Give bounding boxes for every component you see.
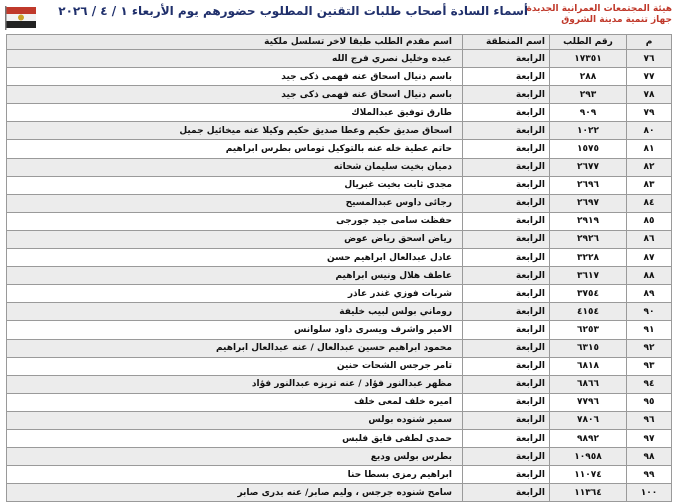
- row-number-cell: ٨٠: [627, 122, 672, 140]
- row-number-cell: ٩٤: [627, 375, 672, 393]
- area-cell: الرابعة: [463, 321, 550, 339]
- row-number-cell: ١٠٠: [627, 484, 672, 502]
- row-number-cell: ٨٢: [627, 158, 672, 176]
- area-cell: الرابعة: [463, 466, 550, 484]
- row-number-cell: ٩٦: [627, 411, 672, 429]
- table-header-row: [7, 35, 672, 50]
- applicant-name-cell: الامير واشرف ويسرى داود سلوانس: [7, 321, 463, 339]
- table-row: [7, 86, 672, 104]
- applicant-name-cell: شربات فوزي غندر عاذر: [7, 285, 463, 303]
- applicant-name-cell: عاطف هلال ونيس ابراهيم: [7, 267, 463, 285]
- request-number-cell: ٧٧٩٦: [550, 393, 627, 411]
- area-cell: الرابعة: [463, 212, 550, 230]
- row-number-cell: ٧٧: [627, 68, 672, 86]
- request-number-cell: ١٧٣٥١: [550, 50, 627, 68]
- row-number-cell: ٩٣: [627, 357, 672, 375]
- applicant-name-cell: باسم دنيال اسحاق عنه فهمى ذكى جيد: [7, 86, 463, 104]
- request-number-cell: ٣٧٥٤: [550, 285, 627, 303]
- area-cell: الرابعة: [463, 194, 550, 212]
- request-number-cell: ٤١٥٤: [550, 303, 627, 321]
- applicant-name-cell: دميان بخيت سليمان شحاته: [7, 158, 463, 176]
- applicant-name-cell: حمدى لطفى فايق فلبس: [7, 429, 463, 447]
- area-cell: الرابعة: [463, 339, 550, 357]
- request-number-cell: ٧٨٠٦: [550, 411, 627, 429]
- area-cell: الرابعة: [463, 158, 550, 176]
- table-row: [7, 357, 672, 375]
- row-number-cell: ٩٧: [627, 429, 672, 447]
- request-number-cell: ٢٦٩٧: [550, 194, 627, 212]
- row-number-cell: ٨٥: [627, 212, 672, 230]
- area-cell: الرابعة: [463, 375, 550, 393]
- request-number-cell: ١٠٩٥٨: [550, 448, 627, 466]
- area-cell: الرابعة: [463, 448, 550, 466]
- row-number-cell: ٩١: [627, 321, 672, 339]
- applicant-name-cell: بطرس بولس وديع: [7, 448, 463, 466]
- table-row: [7, 230, 672, 248]
- area-cell: الرابعة: [463, 122, 550, 140]
- row-number-cell: ٩٢: [627, 339, 672, 357]
- table-row: [7, 429, 672, 447]
- flag-logo-icon: [4, 3, 40, 31]
- row-number-cell: ٩٩: [627, 466, 672, 484]
- request-number-cell: ٢٦٩٦: [550, 176, 627, 194]
- area-cell: الرابعة: [463, 429, 550, 447]
- applicant-name-cell: ابراهيم رمزى بسطا حنا: [7, 466, 463, 484]
- applicant-name-cell: عادل عبدالعال ابراهيم حسن: [7, 249, 463, 267]
- row-number-cell: ٩٨: [627, 448, 672, 466]
- table-row: [7, 140, 672, 158]
- area-cell: الرابعة: [463, 285, 550, 303]
- applicant-name-cell: سامح شنوده جرجس ، وليم صابر/ عنه بدرى صابر: [7, 484, 463, 502]
- area-cell: الرابعة: [463, 176, 550, 194]
- area-cell: الرابعة: [463, 411, 550, 429]
- table-row: [7, 249, 672, 267]
- applicant-name-cell: سمير شنوده بولس: [7, 411, 463, 429]
- area-cell: الرابعة: [463, 393, 550, 411]
- request-number-cell: ٢٩٢٦: [550, 230, 627, 248]
- applicants-table: [6, 34, 672, 502]
- column-header-applicant-name: اسم مقدم الطلب طبقا لاخر تسلسل ملكية: [7, 35, 463, 50]
- table-row: [7, 411, 672, 429]
- area-cell: الرابعة: [463, 249, 550, 267]
- applicant-name-cell: حفظت سامى جيد جورجى: [7, 212, 463, 230]
- area-cell: الرابعة: [463, 104, 550, 122]
- table-row: [7, 484, 672, 502]
- request-number-cell: ٦٨١٨: [550, 357, 627, 375]
- request-number-cell: ١٠٢٢: [550, 122, 627, 140]
- request-number-cell: ١١٠٧٤: [550, 466, 627, 484]
- row-number-cell: ٨٦: [627, 230, 672, 248]
- table-row: [7, 50, 672, 68]
- row-number-cell: ٨٨: [627, 267, 672, 285]
- organization-line-2: جهاز تنمية مدينة الشروق: [561, 15, 672, 25]
- table-row: [7, 267, 672, 285]
- applicant-name-cell: رياض اسحق رياض عوض: [7, 230, 463, 248]
- request-number-cell: ٢٨٨: [550, 68, 627, 86]
- table-row: [7, 339, 672, 357]
- area-cell: الرابعة: [463, 357, 550, 375]
- area-cell: الرابعة: [463, 50, 550, 68]
- applicant-name-cell: تامر جرجس الشحات حنين: [7, 357, 463, 375]
- row-number-cell: ٧٨: [627, 86, 672, 104]
- page-header: [0, 0, 678, 33]
- request-number-cell: ٩٨٩٢: [550, 429, 627, 447]
- area-cell: الرابعة: [463, 230, 550, 248]
- request-number-cell: ٦٣١٥: [550, 339, 627, 357]
- row-number-cell: ٨٧: [627, 249, 672, 267]
- applicant-name-cell: روماني بولس لبيب خليفة: [7, 303, 463, 321]
- request-number-cell: ٢٦٧٧: [550, 158, 627, 176]
- request-number-cell: ١٥٧٥: [550, 140, 627, 158]
- column-header-area: اسم المنطقة: [463, 35, 550, 50]
- row-number-cell: ٩٠: [627, 303, 672, 321]
- applicant-name-cell: عبده وخليل نصري فرج الله: [7, 50, 463, 68]
- applicant-name-cell: مظهر عبدالنور فؤاد / عنه تريزه عبدالنور فؤاد: [7, 375, 463, 393]
- table-row: [7, 104, 672, 122]
- table-row: [7, 68, 672, 86]
- request-number-cell: ٢٩٣: [550, 86, 627, 104]
- table-row: [7, 122, 672, 140]
- table-row: [7, 321, 672, 339]
- request-number-cell: ٩٠٩: [550, 104, 627, 122]
- row-number-cell: ٨٣: [627, 176, 672, 194]
- applicant-name-cell: رجائى داوس عبدالمسيح: [7, 194, 463, 212]
- applicant-name-cell: اسحاق صديق حكيم وعطا صديق حكيم وكيلا عنه ميخائيل جميل: [7, 122, 463, 140]
- applicant-name-cell: طارق توفيق عبدالملاك: [7, 104, 463, 122]
- organization-name: [527, 4, 672, 26]
- area-cell: الرابعة: [463, 484, 550, 502]
- area-cell: الرابعة: [463, 68, 550, 86]
- column-header-request-number: رقم الطلب: [550, 35, 627, 50]
- table-row: [7, 176, 672, 194]
- table-row: [7, 212, 672, 230]
- table-row: [7, 393, 672, 411]
- row-number-cell: ٨٤: [627, 194, 672, 212]
- table-row: [7, 375, 672, 393]
- request-number-cell: ٦٢٥٣: [550, 321, 627, 339]
- row-number-cell: ٧٩: [627, 104, 672, 122]
- table-row: [7, 448, 672, 466]
- applicant-name-cell: مجدى ثابت بخيت غبريال: [7, 176, 463, 194]
- applicant-name-cell: حاتم عطية خله عنه بالتوكيل توماس بطرس ابراهيم: [7, 140, 463, 158]
- table-row: [7, 194, 672, 212]
- table-row: [7, 158, 672, 176]
- row-number-cell: ٨٩: [627, 285, 672, 303]
- table-row: [7, 303, 672, 321]
- area-cell: الرابعة: [463, 303, 550, 321]
- applicant-name-cell: اميره خلف لمعى خلف: [7, 393, 463, 411]
- area-cell: الرابعة: [463, 86, 550, 104]
- request-number-cell: ٢٩١٩: [550, 212, 627, 230]
- row-number-cell: ٩٥: [627, 393, 672, 411]
- organization-line-1: هيئة المجتمعات العمرانية الجديدة: [526, 4, 672, 14]
- request-number-cell: ٦٨٦٦: [550, 375, 627, 393]
- row-number-cell: ٧٦: [627, 50, 672, 68]
- page-title: أسماء السادة أصحاب طلبات التقنين المطلوب حضورهم يوم الأربعاء ١ / ٤ / ٢٠٢٦: [58, 4, 528, 18]
- table-row: [7, 285, 672, 303]
- area-cell: الرابعة: [463, 140, 550, 158]
- applicant-name-cell: باسم دنيال اسحاق عنه فهمى ذكى جيد: [7, 68, 463, 86]
- request-number-cell: ٣٢٢٨: [550, 249, 627, 267]
- table-row: [7, 466, 672, 484]
- request-number-cell: ١١٣٦٤: [550, 484, 627, 502]
- table-body: [7, 50, 672, 502]
- request-number-cell: ٣٦١٧: [550, 267, 627, 285]
- applicant-name-cell: محمود ابراهيم حسين عبدالعال / عنه عبدالعال ابراهيم: [7, 339, 463, 357]
- row-number-cell: ٨١: [627, 140, 672, 158]
- column-header-number: م: [627, 35, 672, 50]
- area-cell: الرابعة: [463, 267, 550, 285]
